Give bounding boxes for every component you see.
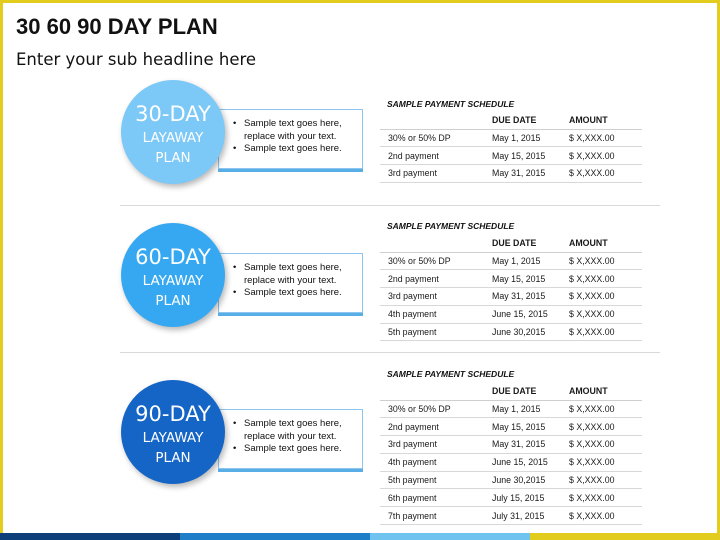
circle-day-label: 60-DAY: [135, 245, 211, 269]
col-amount: AMOUNT: [569, 112, 642, 129]
bullet-item: • Sample text goes here,: [233, 418, 342, 429]
text-box-30-day: [218, 109, 363, 169]
circle-day-label: 30-DAY: [135, 102, 211, 126]
table-row: 2nd payment May 15, 2015 $ X,XXX.00: [380, 147, 642, 165]
bullet-icon: •: [233, 262, 237, 273]
bullet-item: • Sample text goes here.: [233, 443, 342, 455]
text-box-60-day: [218, 253, 363, 313]
table-row: 3rd payment May 31, 2015 $ X,XXX.00: [380, 165, 642, 183]
bullet-icon: •: [233, 443, 237, 455]
schedule-title: SAMPLE PAYMENT SCHEDULE: [387, 99, 515, 109]
page-title: 30 60 90 DAY PLAN: [16, 14, 218, 39]
circle-line2: PLAN: [155, 450, 191, 466]
table-row: 4th payment June 15, 2015 $ X,XXX.00: [380, 453, 642, 471]
bullet-icon: •: [233, 287, 237, 299]
bullet-item: • Sample text goes here,: [233, 262, 342, 273]
col-amount: AMOUNT: [569, 235, 642, 252]
circle-line1: LAYAWAY: [142, 130, 204, 146]
table-row: 4th payment June 15, 2015 $ X,XXX.00: [380, 305, 642, 323]
bullet-item: • Sample text goes here.: [233, 287, 342, 299]
circle-line2: PLAN: [155, 293, 191, 309]
table-row: 2nd payment May 15, 2015 $ X,XXX.00: [380, 270, 642, 288]
circle-day-label: 90-DAY: [135, 402, 211, 426]
schedule-title: SAMPLE PAYMENT SCHEDULE: [387, 221, 515, 231]
bullet-icon: •: [233, 418, 237, 429]
section-divider: [120, 352, 660, 353]
table-header-row: [380, 112, 642, 129]
table-row: 30% or 50% DP May 1, 2015 $ X,XXX.00: [380, 400, 642, 418]
payment-schedule-table-30: [380, 112, 642, 183]
table-row: 5th payment June 30,2015 $ X,XXX.00: [380, 471, 642, 489]
table-row: 2nd payment May 15, 2015 $ X,XXX.00: [380, 418, 642, 436]
col-due-date: DUE DATE: [492, 383, 569, 400]
table-row: 3rd payment May 31, 2015 $ X,XXX.00: [380, 436, 642, 454]
table-row: 5th payment June 30,2015 $ X,XXX.00: [380, 323, 642, 341]
col-due-date: DUE DATE: [492, 112, 569, 129]
section-divider: [120, 205, 660, 206]
bottom-color-bar: [0, 533, 720, 540]
text-box-90-day: [218, 409, 363, 469]
table-row: 7th payment July 31, 2015 $ X,XXX.00: [380, 507, 642, 525]
payment-schedule-table-60: [380, 235, 642, 341]
payment-schedule-table-90: [380, 383, 642, 525]
bullet-continuation: replace with your text.: [244, 274, 337, 286]
circle-60-day: [121, 223, 225, 327]
bullet-icon: •: [233, 118, 237, 129]
bullet-continuation: replace with your text.: [244, 430, 337, 442]
table-row: 30% or 50% DP May 1, 2015 $ X,XXX.00: [380, 129, 642, 147]
schedule-title: SAMPLE PAYMENT SCHEDULE: [387, 369, 515, 379]
table-header-row: [380, 235, 642, 252]
bullet-continuation: replace with your text.: [244, 130, 337, 142]
circle-30-day: [121, 80, 225, 184]
table-row: 3rd payment May 31, 2015 $ X,XXX.00: [380, 288, 642, 306]
circle-line1: LAYAWAY: [142, 430, 204, 446]
table-header-row: [380, 383, 642, 400]
bullet-item: • Sample text goes here,: [233, 118, 342, 129]
circle-90-day: [121, 380, 225, 484]
page-subtitle: Enter your sub headline here: [16, 50, 257, 69]
col-due-date: DUE DATE: [492, 235, 569, 252]
circle-line2: PLAN: [155, 150, 191, 166]
bullet-item: • Sample text goes here.: [233, 143, 342, 155]
col-amount: AMOUNT: [569, 383, 642, 400]
table-row: 6th payment July 15, 2015 $ X,XXX.00: [380, 489, 642, 507]
table-row: 30% or 50% DP May 1, 2015 $ X,XXX.00: [380, 252, 642, 270]
circle-line1: LAYAWAY: [142, 273, 204, 289]
bullet-icon: •: [233, 143, 237, 155]
